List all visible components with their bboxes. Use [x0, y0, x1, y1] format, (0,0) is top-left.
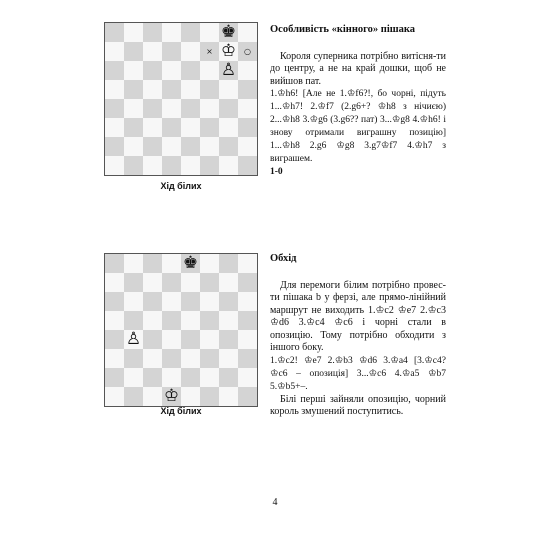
section-1-paragraph: Короля суперника потрібно витісня-ти до центру, а не на край дошки, щоб не вийшов пат. [270, 50, 446, 87]
square-a1 [105, 387, 124, 406]
square-d8 [162, 254, 181, 273]
square-f1 [200, 156, 219, 175]
square-h1 [238, 156, 257, 175]
square-d4 [162, 99, 181, 118]
square-h2 [238, 368, 257, 387]
section-2-title: Обхід [270, 253, 297, 264]
square-e7 [181, 42, 200, 61]
section-1-moves: 1.♔h6! [Але не 1.♔f6?!, бо чорні, підуть 1...♔h7! 2.♔f7 (2.g6+? ♔h8 з нічиєю) 2...♔h8 3.♔g6 (3.g6?? пат) 3...♔g8 4.♔h6! і знову отримали виграшну позицію] 1...♔h8 2.g6 ♔g8 3.g7♔f7 4.♔h7 з виграшем. [270, 89, 446, 164]
square-f7 [200, 273, 219, 292]
square-c1 [143, 156, 162, 175]
section-2-moves: 1.♔c2! ♔e7 2.♔b3 ♔d6 3.♔a4 [3.♔c4? ♔c6 – опозиція] 3...♔c6 4.♔a5 ♔b7 5.♔b5+–. [270, 355, 446, 392]
square-e4 [181, 330, 200, 349]
square-g2 [219, 368, 238, 387]
square-b1 [124, 387, 143, 406]
square-d6 [162, 292, 181, 311]
square-g8 [219, 254, 238, 273]
square-f8 [200, 254, 219, 273]
section-2-paragraph: Для перемоги білим потрібно провес-ти пішака b у ферзі, але прямо-лінійний маршрут не виходить 1.♔c2 ♔e7 2.♔c3 ♔d6 3.♔c4 ♔c6 і чорні стали в опозицію. Тому потрібно обходити з іншого боку. [270, 279, 446, 353]
square-d7 [162, 42, 181, 61]
square-e1 [181, 156, 200, 175]
section-2-conclusion: Білі перші зайняли опозицію, чорний король змушений поступитись. [270, 393, 446, 417]
square-a7 [105, 42, 124, 61]
square-h6 [238, 61, 257, 80]
white-pawn-icon: ♙ [220, 60, 237, 80]
square-f3 [200, 349, 219, 368]
square-b6 [124, 292, 143, 311]
square-c5 [143, 311, 162, 330]
square-d6 [162, 61, 181, 80]
square-b4 [124, 99, 143, 118]
square-a3 [105, 349, 124, 368]
square-h2 [238, 137, 257, 156]
square-a5 [105, 80, 124, 99]
square-g3 [219, 349, 238, 368]
square-h8 [238, 23, 257, 42]
square-e6 [181, 61, 200, 80]
square-e3 [181, 118, 200, 137]
square-d5 [162, 80, 181, 99]
square-c4 [143, 330, 162, 349]
square-c4 [143, 99, 162, 118]
square-f7 [200, 42, 219, 61]
square-f3 [200, 118, 219, 137]
section-1-title: Особливість «кінного» пішака [270, 24, 416, 35]
square-b2 [124, 368, 143, 387]
square-f5 [200, 80, 219, 99]
square-a8 [105, 254, 124, 273]
chess-diagram-1 [104, 22, 258, 176]
square-b2 [124, 137, 143, 156]
circle-mark-icon: ○ [244, 47, 251, 56]
square-e8 [181, 254, 200, 273]
square-c2 [143, 137, 162, 156]
square-h7 [238, 273, 257, 292]
white-pawn-icon: ♙ [125, 329, 142, 349]
square-e8 [181, 23, 200, 42]
square-h4 [238, 330, 257, 349]
square-b5 [124, 80, 143, 99]
black-king-icon: ♚ [220, 22, 237, 42]
square-a4 [105, 330, 124, 349]
square-e7 [181, 273, 200, 292]
square-c7 [143, 42, 162, 61]
square-g1 [219, 387, 238, 406]
diagram-2-caption: Хід білих [160, 406, 202, 416]
square-d7 [162, 273, 181, 292]
square-c6 [143, 61, 162, 80]
square-a6 [105, 61, 124, 80]
white-king-icon: ♔ [163, 386, 180, 406]
square-b6 [124, 61, 143, 80]
square-d8 [162, 23, 181, 42]
square-d1 [162, 156, 181, 175]
square-g1 [219, 156, 238, 175]
square-g2 [219, 137, 238, 156]
square-h4 [238, 99, 257, 118]
square-g4 [219, 99, 238, 118]
square-g7 [219, 273, 238, 292]
square-e5 [181, 311, 200, 330]
square-b8 [124, 254, 143, 273]
square-c8 [143, 23, 162, 42]
square-a3 [105, 118, 124, 137]
square-f2 [200, 368, 219, 387]
square-d4 [162, 330, 181, 349]
square-h7 [238, 42, 257, 61]
square-f6 [200, 292, 219, 311]
white-king-icon: ♔ [220, 41, 237, 61]
square-g3 [219, 118, 238, 137]
square-b7 [124, 42, 143, 61]
square-a8 [105, 23, 124, 42]
section-1 [270, 24, 446, 179]
square-g7 [219, 42, 238, 61]
square-f8 [200, 23, 219, 42]
square-c2 [143, 368, 162, 387]
square-d2 [162, 368, 181, 387]
square-f2 [200, 137, 219, 156]
square-e6 [181, 292, 200, 311]
square-e2 [181, 137, 200, 156]
square-d1 [162, 387, 181, 406]
square-c8 [143, 254, 162, 273]
square-a5 [105, 311, 124, 330]
square-a1 [105, 156, 124, 175]
square-c3 [143, 118, 162, 137]
square-f1 [200, 387, 219, 406]
square-h5 [238, 311, 257, 330]
square-b5 [124, 311, 143, 330]
square-a2 [105, 368, 124, 387]
diagram-1-caption: Хід білих [160, 181, 202, 191]
square-f5 [200, 311, 219, 330]
square-h6 [238, 292, 257, 311]
square-g5 [219, 311, 238, 330]
square-h5 [238, 80, 257, 99]
square-a6 [105, 292, 124, 311]
square-c3 [143, 349, 162, 368]
square-c5 [143, 80, 162, 99]
square-c7 [143, 273, 162, 292]
square-d2 [162, 137, 181, 156]
square-h8 [238, 254, 257, 273]
square-a2 [105, 137, 124, 156]
square-b3 [124, 118, 143, 137]
square-b4 [124, 330, 143, 349]
section-1-result: 1-0 [270, 167, 283, 177]
square-h3 [238, 349, 257, 368]
cross-mark-icon: × [206, 47, 213, 56]
square-g4 [219, 330, 238, 349]
square-b7 [124, 273, 143, 292]
square-d5 [162, 311, 181, 330]
square-e4 [181, 99, 200, 118]
square-g5 [219, 80, 238, 99]
square-d3 [162, 118, 181, 137]
section-2 [270, 253, 446, 419]
square-e3 [181, 349, 200, 368]
square-h1 [238, 387, 257, 406]
square-e1 [181, 387, 200, 406]
square-b8 [124, 23, 143, 42]
square-d3 [162, 349, 181, 368]
chess-diagram-2 [104, 253, 258, 407]
page-number: 4 [272, 497, 278, 508]
square-c6 [143, 292, 162, 311]
square-a7 [105, 273, 124, 292]
square-a4 [105, 99, 124, 118]
square-g6 [219, 292, 238, 311]
square-f4 [200, 99, 219, 118]
square-f6 [200, 61, 219, 80]
square-e5 [181, 80, 200, 99]
square-g8 [219, 23, 238, 42]
square-b1 [124, 156, 143, 175]
square-g6 [219, 61, 238, 80]
black-king-icon: ♚ [182, 253, 199, 273]
square-f4 [200, 330, 219, 349]
square-e2 [181, 368, 200, 387]
square-c1 [143, 387, 162, 406]
square-b3 [124, 349, 143, 368]
square-h3 [238, 118, 257, 137]
